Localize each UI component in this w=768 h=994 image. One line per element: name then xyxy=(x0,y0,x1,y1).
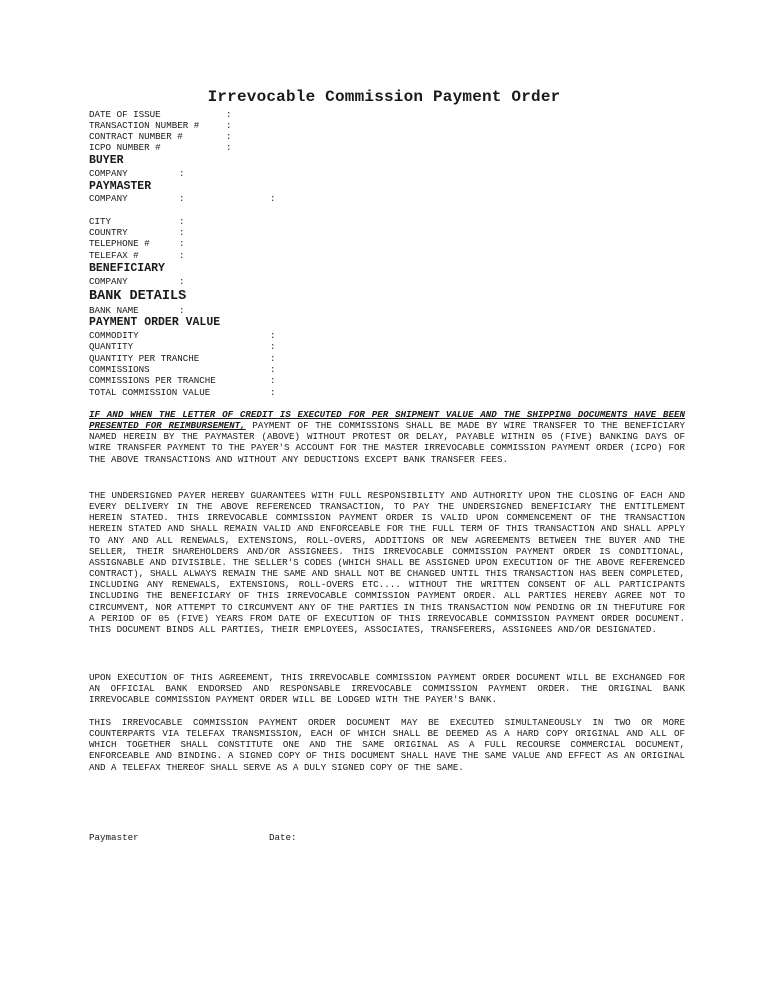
quantity-sep: : xyxy=(270,341,276,352)
date-of-issue-sep: : xyxy=(226,109,232,120)
bank-name-label: BANK NAME xyxy=(89,305,139,316)
transaction-number-label: TRANSACTION NUMBER # xyxy=(89,120,200,131)
telefax-label: TELEFAX # xyxy=(89,250,139,261)
contract-number-label: CONTRACT NUMBER # xyxy=(89,131,183,142)
guarantee-paragraph: THE UNDERSIGNED PAYER HEREBY GUARANTEES WITH FULL RESPONSIBILITY AND AUTHORITY UPON THE CLOSING OF EACH AND EVERY DELIVERY IN THE ABOVE REFERENCED TRANSACTION, TO PAY THE UNDERSIGNED BENEFICIARY THE ENTITLEMENT HEREIN STATED. THIS IRREVOCABLE COMMISSION PAYMENT ORDER IS VALID UPON COMMENCEMENT OF THE TRANSACTION HEREIN STATED AND SHALL REMAIN VALID AND ENFORCEABLE FOR THE FULL TERM OF THIS TRANSACTION AND SHALL APPLY TO ANY AND ALL RENEWALS, EXTENSIONS, ROLL-OVERS, ADDITIONS OR NEW AGREEMENTS BETWEEN THE BUYER AND THE SELLER, THEIR SHAREHOLDERS AND/OR ASSIGNEES. THIS IRREVOCABLE COMMISSION PAYMENT ORDER IS CONDITIONAL, ASSIGNABLE AND DIVISIBLE. THE SELLER'S CODES (WHICH SHALL BE ASSIGNED UPON EXECUTION OF THE ABOVE REFERENCED CONTRACT), SHALL ALWAYS REMAIN THE SAME AND SHALL NOT BE CHANGED UNTIL THIS TRANSACTION HAS BEEN COMPLETED, INCLUDING ANY RENEWALS, EXTENSIONS, ROLL-OVERS ETC.... WITHOUT THE WRITTEN CONSENT OF ALL PARTICIPANTS INCLUDING THE BENEFICIARY OF THIS IRREVOCABLE COMMISSION PAYMENT ORDER. ALL PARTIES HEREBY AGREE NOT TO CIRCUMVENT, NOR ATTEMPT TO CIRCUMVENT ANY OF THE PARTIES IN THIS TRANSACTION NOW PENDING OR IN THEFUTURE FOR A PERIOD OF 05 (FIVE) YEARS FROM DATE OF EXECUTION OF THIS IRREVOCABLE COMMISSION PAYMENT ORDER DOCUMENT. THIS DOCUMENT BINDS ALL PARTIES, THEIR EMPLOYEES, ASSOCIATES, TRANSFERERS, ASSIGNEES AND/OR DESIGNATED. xyxy=(89,490,685,635)
commissions-per-tranche-label: COMMISSIONS PER TRANCHE xyxy=(89,375,216,386)
commissions-per-tranche-sep: : xyxy=(270,375,276,386)
beneficiary-heading: BENEFICIARY xyxy=(89,262,165,275)
beneficiary-company-label: COMPANY xyxy=(89,276,128,287)
quantity-per-tranche-label: QUANTITY PER TRANCHE xyxy=(89,353,200,364)
icpo-number-label: ICPO NUMBER # xyxy=(89,142,161,153)
bank-details-heading: BANK DETAILS xyxy=(89,289,187,304)
paymaster-company-sep-2: : xyxy=(270,193,276,204)
beneficiary-company-sep: : xyxy=(179,276,185,287)
city-label: CITY xyxy=(89,216,112,227)
date-of-issue-label: DATE OF ISSUE xyxy=(89,109,161,120)
telephone-label: TELEPHONE # xyxy=(89,238,150,249)
telefax-sep: : xyxy=(179,250,185,261)
city-sep: : xyxy=(179,216,185,227)
execution-paragraph: UPON EXECUTION OF THIS AGREEMENT, THIS IRREVOCABLE COMMISSION PAYMENT ORDER DOCUMENT WILL BE EXCHANGED FOR AN OFFICIAL BANK ENDORSED AND RESPONSABLE IRREVOCABLE COMMISSION PAYMENT ORDER. THE ORIGINAL BANK IRREVOCABLE COMMISSION PAYMENT ORDER WILL BE LODGED WITH THE PAYER'S BANK. xyxy=(89,672,685,706)
buyer-company-sep: : xyxy=(179,168,185,179)
commodity-label: COMMODITY xyxy=(89,330,139,341)
total-commission-value-label: TOTAL COMMISSION VALUE xyxy=(89,387,211,398)
paymaster-company-label: COMPANY xyxy=(89,193,128,204)
payment-order-value-heading: PAYMENT ORDER VALUE xyxy=(89,316,221,329)
document-title: Irrevocable Commission Payment Order xyxy=(207,88,561,106)
payment-terms-text: PAYMENT OF THE COMMISSIONS SHALL BE MADE BY WIRE TRANSFER TO THE BENEFICIARY NAMED HEREIN BY THE PAYMASTER (ABOVE) WITHOUT PROTEST OR DELAY, PAYABLE WITHIN 05 (FIVE) BANKING DAYS OF WIRE TRANSFER PAYMENT TO THE PAYER'S ACCOUNT FOR THE MASTER IRREVOCABLE COMMISSION PAYMENT ORDER (ICPO) FOR THE ABOVE TRANSACTIONS AND WITHOUT ANY DEDUCTIONS EXCEPT BANK TRANSFER FEES. xyxy=(89,420,685,465)
buyer-heading: BUYER xyxy=(89,154,124,167)
paymaster-company-sep: : xyxy=(179,193,185,204)
icpo-number-sep: : xyxy=(226,142,232,153)
buyer-company-label: COMPANY xyxy=(89,168,128,179)
bank-name-sep: : xyxy=(179,305,185,316)
transaction-number-sep: : xyxy=(226,120,232,131)
paymaster-heading: PAYMASTER xyxy=(89,180,152,193)
commissions-label: COMMISSIONS xyxy=(89,364,150,375)
commodity-sep: : xyxy=(270,330,276,341)
counterparts-paragraph: THIS IRREVOCABLE COMMISSION PAYMENT ORDER DOCUMENT MAY BE EXECUTED SIMULTANEOUSLY IN TWO OR MORE COUNTERPARTS VIA TELEFAX TRANSMISSION, EACH OF WHICH SHALL BE DEEMED AS A HARD COPY ORIGINAL AND ALL OF WHICH TOGETHER SHALL CONSTITUTE ONE AND THE SAME ORIGINAL AS A FULL RECOURSE COMMERCIAL DOCUMENT, ENFORCEABLE AND BINDING. A SIGNED COPY OF THIS DOCUMENT SHALL HAVE THE SAME VALUE AND EFFECT AS AN ORIGINAL AND A TELEFAX THEREOF SHALL SERVE AS A DULY SIGNED COPY OF THE SAME. xyxy=(89,717,685,773)
date-signature-label: Date: xyxy=(269,832,297,843)
country-label: COUNTRY xyxy=(89,227,128,238)
commissions-sep: : xyxy=(270,364,276,375)
payment-terms-paragraph xyxy=(89,409,685,465)
telephone-sep: : xyxy=(179,238,185,249)
payment-terms-emphasis: IF AND WHEN THE LETTER OF CREDIT IS EXECUTED FOR PER SHIPMENT VALUE AND THE SHIPPING DOCUMENTS HAVE BEEN PRESENTED FOR REIMBURSEMENT, xyxy=(89,409,685,432)
country-sep: : xyxy=(179,227,185,238)
quantity-label: QUANTITY xyxy=(89,341,134,352)
contract-number-sep: : xyxy=(226,131,232,142)
paymaster-signature-label: Paymaster xyxy=(89,832,139,843)
quantity-per-tranche-sep: : xyxy=(270,353,276,364)
total-commission-value-sep: : xyxy=(270,387,276,398)
